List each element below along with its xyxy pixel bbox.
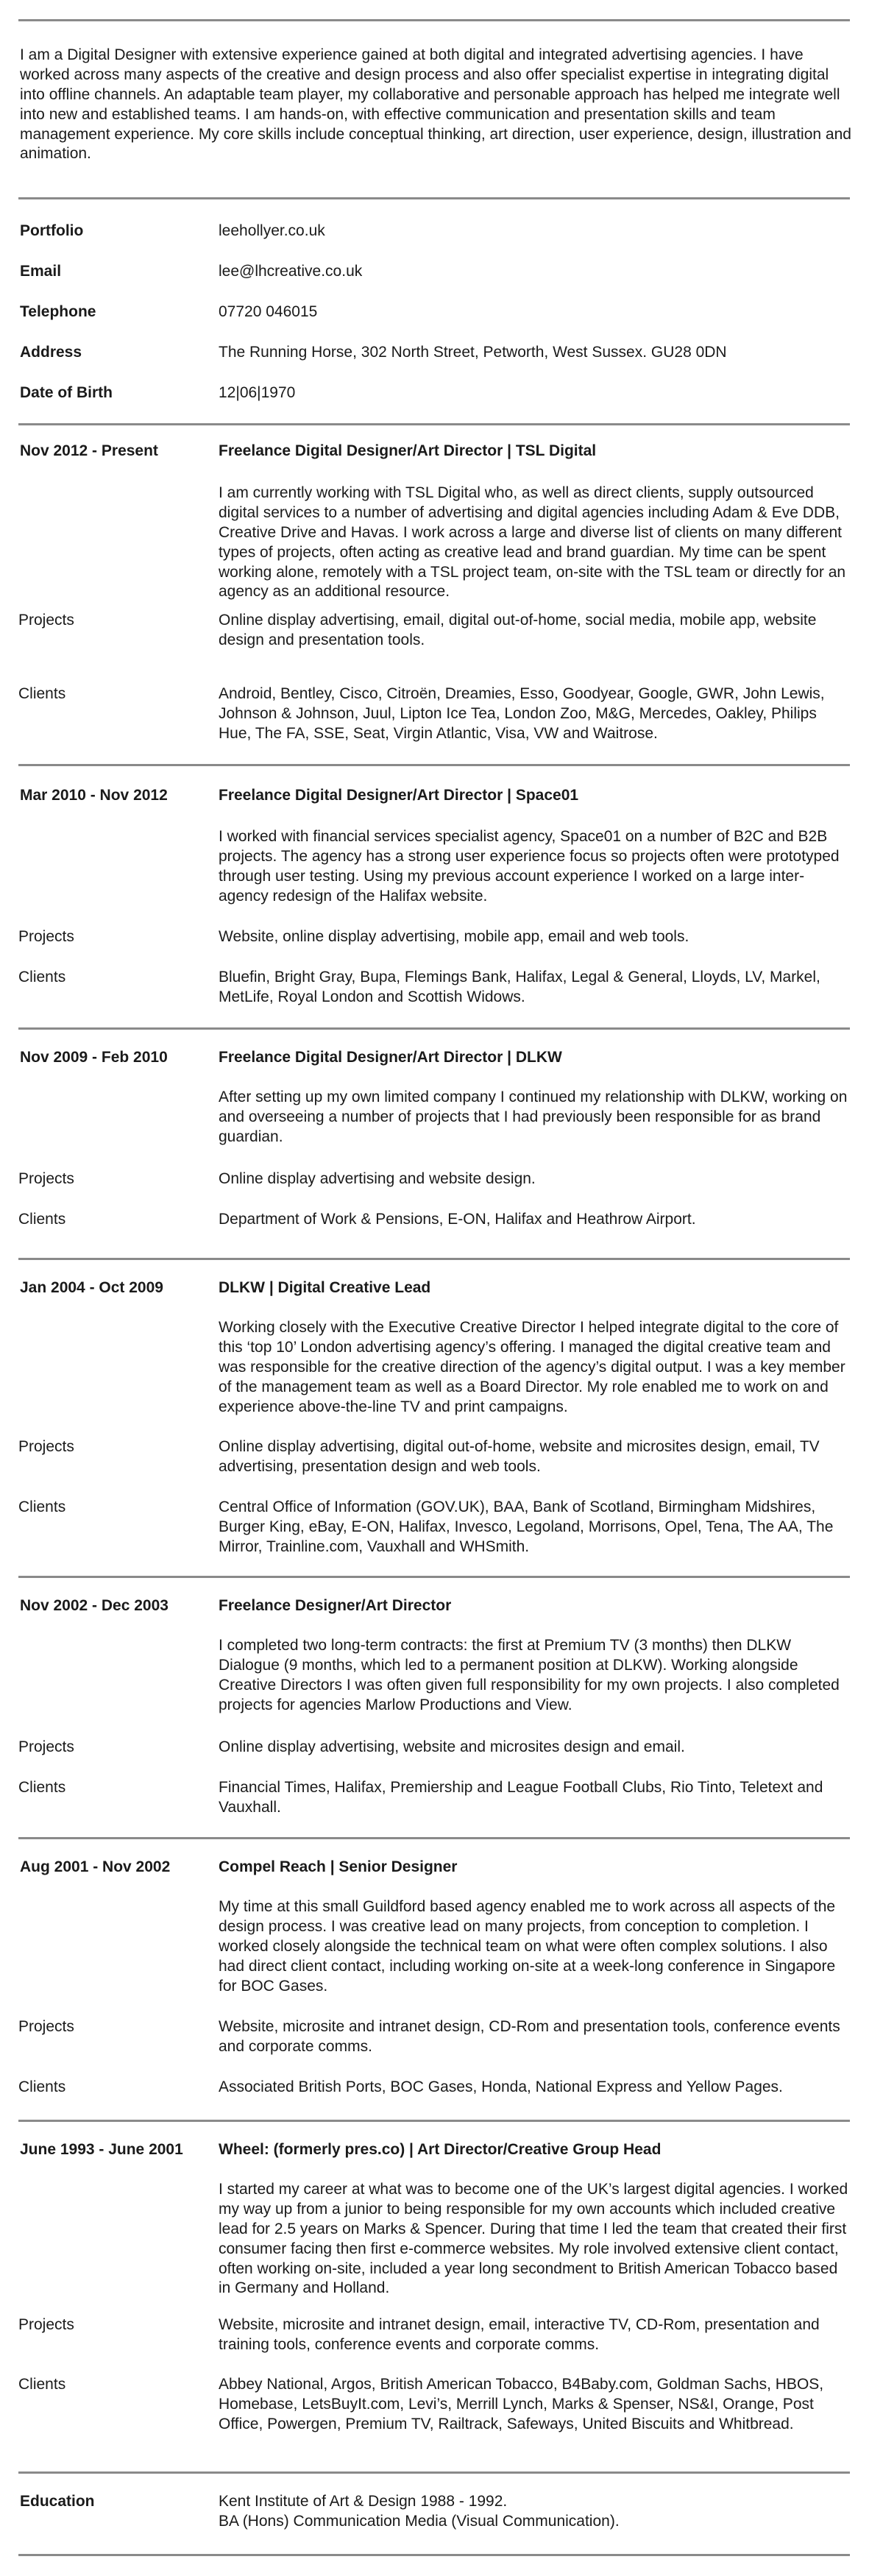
- job-clients: Android, Bentley, Cisco, Citroën, Dreamies, Esso, Goodyear, Google, GWR, John Lewis, Johnson & Johnson, Juul, Lipton Ice Tea, London Zoo, M&G, Mercedes, Oakley, Philips Hue, The FA, SSE, Seat, Virgin Atlantic, Visa, VW and Waitrose.: [219, 685, 825, 742]
- job-description: My time at this small Guildford based agency enabled me to work across all aspects of the design process. I was creative lead on many projects, from conception to completion. I worked closely alongside the technical team on what were often complex solutions. I also had direct client contact, including working on-site at a week-long conference in Singapore for BOC Gases.: [219, 1898, 836, 1995]
- section-divider: [18, 764, 850, 766]
- job-date: Mar 2010 - Nov 2012: [20, 787, 168, 804]
- job-projects: Online display advertising, digital out-of-home, website and microsites design, email, TV advertising, presentation design and web tools.: [219, 1438, 820, 1475]
- education-section: [18, 2471, 850, 2530]
- address-value: The Running Horse, 302 North Street, Petworth, West Sussex. GU28 0DN: [219, 344, 727, 361]
- job-title: Freelance Digital Designer/Art Director | DLKW: [219, 1049, 562, 1066]
- education-degree: BA (Hons) Communication Media (Visual Communication).: [219, 2513, 620, 2530]
- email-link[interactable]: lee@lhcreative.co.uk: [219, 263, 363, 280]
- clients-label: Clients: [18, 2376, 66, 2393]
- job-description: After setting up my own limited company I continued my relationship with DLKW, working on and overseeing a number of projects that I had previously been responsible for as brand guardian.: [219, 1089, 848, 1145]
- clients-label: Clients: [18, 1779, 66, 1796]
- section-divider: [18, 1576, 850, 1578]
- job-title: Freelance Designer/Art Director: [219, 1597, 452, 1614]
- section-divider: [18, 1027, 850, 1030]
- job-title: DLKW | Digital Creative Lead: [219, 1279, 431, 1296]
- clients-label: Clients: [18, 2078, 66, 2095]
- job-projects: Online display advertising and website design.: [219, 1170, 536, 1187]
- contact-label: Telephone: [20, 303, 96, 320]
- job-section: [18, 2120, 850, 2432]
- job-clients: Associated British Ports, BOC Gases, Honda, National Express and Yellow Pages.: [219, 2078, 783, 2095]
- clients-label: Clients: [18, 969, 66, 986]
- contact-label: Portfolio: [20, 222, 84, 239]
- education-institution: Kent Institute of Art & Design 1988 - 1992.: [219, 2493, 508, 2510]
- job-date: Nov 2012 - Present: [20, 442, 158, 459]
- telephone-value: 07720 046015: [219, 303, 318, 320]
- job-description: Working closely with the Executive Creative Director I helped integrate digital to the core of this ‘top 10’ London advertising agency’s offering. I managed the digital creative team and was responsible for the creative direction of the agency’s digital output. I was a key member of the management team as well as a Board Director. My role enabled me to work on and experience above-the-line TV and print campaigns.: [219, 1319, 845, 1415]
- job-description: I started my career at what was to become one of the UK’s largest digital agencies. I worked my way up from a junior to being responsible for my own accounts which included creative lead for 2.5 years on Marks & Spencer. During that time I led the team that created their first consumer facing then first e-commerce websites. My role involved extensive client contact, often working on-site, included a year long secondment to British American Tobacco based in Germany and Holland.: [219, 2181, 848, 2297]
- job-date: Nov 2009 - Feb 2010: [20, 1049, 168, 1066]
- projects-label: Projects: [18, 928, 74, 945]
- projects-label: Projects: [18, 1170, 74, 1187]
- job-clients: Bluefin, Bright Gray, Bupa, Flemings Bank, Halifax, Legal & General, Lloyds, LV, Markel, MetLife, Royal London and Scottish Widows.: [219, 969, 820, 1005]
- clients-label: Clients: [18, 1498, 66, 1515]
- job-section: [18, 1027, 850, 1228]
- section-divider: [18, 2471, 850, 2474]
- contact-label: Email: [20, 263, 62, 280]
- job-description: I completed two long-term contracts: the first at Premium TV (3 months) then DLKW Dialogue (9 months, which led to a permanent position at DLKW). Working alongside Creative Directors I was often given full responsibility for my own projects. I also completed projects for agencies Marlow Productions and View.: [219, 1637, 840, 1713]
- contact-section: [18, 197, 850, 401]
- job-section: [18, 764, 850, 1005]
- job-projects: Website, online display advertising, mobile app, email and web tools.: [219, 928, 689, 945]
- job-title: Freelance Digital Designer/Art Director | TSL Digital: [219, 442, 597, 459]
- job-title: Compel Reach | Senior Designer: [219, 1858, 458, 1875]
- projects-label: Projects: [18, 1738, 74, 1755]
- bottom-divider: [18, 2554, 850, 2556]
- job-projects: Online display advertising, email, digital out-of-home, social media, mobile app, website design and presentation tools.: [219, 612, 817, 648]
- job-clients: Central Office of Information (GOV.UK), BAA, Bank of Scotland, Birmingham Midshires, Burger King, eBay, E-ON, Halifax, Invesco, Legoland, Morrisons, Opel, Tena, The AA, The Mirror, Trainline.com, Vauxhall and WHSmith.: [219, 1498, 834, 1555]
- job-clients: Abbey National, Argos, British American Tobacco, B4Baby.com, Goldman Sachs, HBOS, Homebase, LetsBuyIt.com, Levi’s, Merrill Lynch, Marks & Spenser, NS&I, Orange, Post Office, Powergen, Premium TV, Railtrack, Safeways, United Biscuits and Whitbread.: [219, 2376, 824, 2432]
- job-date: Jan 2004 - Oct 2009: [20, 1279, 163, 1296]
- job-projects: Website, microsite and intranet design, CD-Rom and presentation tools, conference events and corporate comms.: [219, 2018, 840, 2055]
- portfolio-link[interactable]: leehollyer.co.uk: [219, 222, 325, 239]
- section-divider: [18, 423, 850, 425]
- job-clients: Financial Times, Halifax, Premiership and League Football Clubs, Rio Tinto, Teletext and Vauxhall.: [219, 1779, 823, 1816]
- job-date: Aug 2001 - Nov 2002: [20, 1858, 171, 1875]
- intro-paragraph: I am a Digital Designer with extensive experience gained at both digital and integrated advertising agencies. I have worked across many aspects of the creative and design process and also offer specialist expertise in integrating digital into offline channels. An adaptable team player, my collaborative and personable approach has helped me integrate well into new and established teams. I am hands-on, with effective communication and presentation skills and team management experience. My core skills include conceptual thinking, art direction, user experience, design, illustration and animation.: [20, 46, 851, 163]
- job-date: Nov 2002 - Dec 2003: [20, 1597, 169, 1614]
- job-description: I worked with financial services specialist agency, Space01 on a number of B2C and B2B projects. The agency has a strong user experience focus so projects often were prototyped through user testing. Using my previous account experience I worked on a large inter-agency redesign of the Halifax website.: [219, 828, 840, 905]
- education-label: Education: [20, 2493, 95, 2510]
- contact-label: Address: [20, 344, 82, 361]
- section-divider: [18, 1837, 850, 1839]
- job-projects: Online display advertising, website and microsites design and email.: [219, 1738, 685, 1755]
- job-title: Freelance Digital Designer/Art Director | Space01: [219, 787, 579, 804]
- contact-label: Date of Birth: [20, 384, 113, 401]
- clients-label: Clients: [18, 1211, 66, 1228]
- job-clients: Department of Work & Pensions, E-ON, Halifax and Heathrow Airport.: [219, 1211, 696, 1228]
- job-section: [18, 423, 850, 742]
- dob-value: 12|06|1970: [219, 384, 296, 401]
- job-section: [18, 1837, 850, 2095]
- job-description: I am currently working with TSL Digital who, as well as direct clients, supply outsourced digital services to a number of advertising and digital agencies including Adam & Eve DDB, Creative Drive and Havas. I work across a large and diverse list of clients on many different types of projects, often acting as creative lead and brand guardian. My time can be spent working alone, remotely with a TSL project team, on-site with the TSL team or directly for an agency as an additional resource.: [219, 484, 846, 601]
- job-section: [18, 1576, 850, 1816]
- projects-label: Projects: [18, 612, 74, 629]
- job-date: June 1993 - June 2001: [20, 2141, 183, 2158]
- job-title: Wheel: (formerly pres.co) | Art Director/Creative Group Head: [219, 2141, 662, 2158]
- projects-label: Projects: [18, 2316, 74, 2333]
- top-divider: [18, 19, 850, 21]
- clients-label: Clients: [18, 685, 66, 702]
- job-projects: Website, microsite and intranet design, email, interactive TV, CD-Rom, presentation and training tools, conference events and corporate comms.: [219, 2316, 820, 2353]
- projects-label: Projects: [18, 2018, 74, 2035]
- section-divider: [18, 1258, 850, 1260]
- section-divider: [18, 2120, 850, 2122]
- section-divider: [18, 197, 850, 199]
- job-section: [18, 1258, 850, 1555]
- projects-label: Projects: [18, 1438, 74, 1455]
